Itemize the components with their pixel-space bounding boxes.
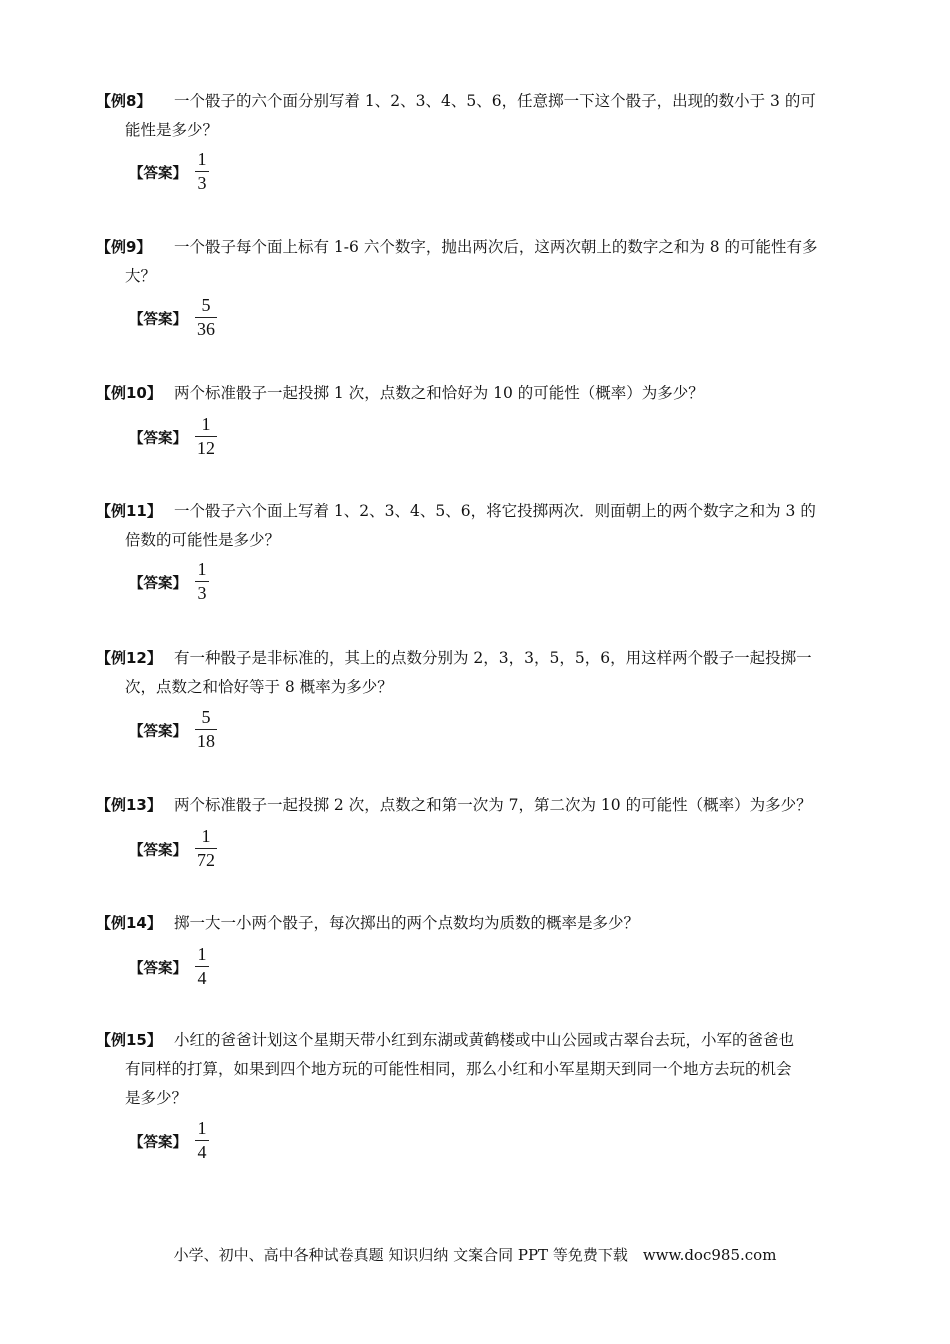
fraction-numerator: 1 bbox=[201, 826, 211, 846]
question-text-cont: 大？ bbox=[125, 267, 157, 285]
answer-fraction bbox=[195, 1118, 209, 1163]
problem-tag: 【例14】 bbox=[96, 914, 162, 932]
answer-fraction bbox=[195, 559, 209, 604]
problem-tag: 【例11】 bbox=[96, 502, 162, 520]
answer-fraction bbox=[195, 295, 217, 340]
answer-label: 【答案】 bbox=[129, 961, 187, 977]
fraction-denominator: 18 bbox=[197, 731, 215, 751]
answer bbox=[129, 826, 866, 878]
fraction-bar bbox=[195, 1140, 209, 1141]
problem-12 bbox=[96, 644, 866, 759]
answer bbox=[129, 295, 866, 347]
answer bbox=[129, 944, 866, 996]
question-text-cont: 次，点数之和恰好等于 8 概率为多少？ bbox=[125, 678, 393, 696]
answer bbox=[129, 707, 866, 759]
question-text: 掷一大一小两个骰子，每次掷出的两个点数均为质数的概率是多少？ bbox=[174, 914, 640, 932]
fraction-denominator: 4 bbox=[197, 968, 207, 988]
problem-tag: 【例8】 bbox=[96, 92, 152, 110]
fraction-bar bbox=[195, 966, 209, 967]
fraction-bar bbox=[195, 171, 209, 172]
fraction-numerator: 1 bbox=[197, 149, 207, 169]
answer bbox=[129, 414, 866, 466]
answer-label: 【答案】 bbox=[129, 843, 187, 859]
fraction-bar bbox=[195, 317, 217, 318]
problem-tag: 【例9】 bbox=[96, 238, 152, 256]
answer-fraction bbox=[195, 826, 217, 871]
fraction-denominator: 3 bbox=[197, 583, 207, 603]
problem-9 bbox=[96, 233, 866, 347]
answer-label: 【答案】 bbox=[129, 166, 187, 182]
fraction-bar bbox=[195, 848, 217, 849]
fraction-numerator: 1 bbox=[197, 944, 207, 964]
problem-11 bbox=[96, 497, 866, 611]
question-text-cont: 倍数的可能性是多少？ bbox=[125, 531, 281, 549]
fraction-numerator: 1 bbox=[197, 559, 207, 579]
answer-label: 【答案】 bbox=[129, 431, 187, 447]
problem-tag: 【例13】 bbox=[96, 796, 162, 814]
problem-14 bbox=[96, 909, 866, 996]
question-text-cont: 有同样的打算，如果到四个地方玩的可能性相同，那么小红和小军星期天到同一个地方去玩的机会 bbox=[125, 1060, 792, 1078]
answer-label: 【答案】 bbox=[129, 1135, 187, 1151]
answer-label: 【答案】 bbox=[129, 576, 187, 592]
page-footer: 小学、初中、高中各种试卷真题 知识归纳 文案合同 PPT 等免费下载 www.doc985.com bbox=[173, 1246, 777, 1264]
problem-tag: 【例12】 bbox=[96, 649, 162, 667]
fraction-numerator: 1 bbox=[201, 414, 211, 434]
question-text: 一个骰子六个面上写着 1、2、3、4、5、6，将它投掷两次．则面朝上的两个数字之和为 3 的 bbox=[174, 502, 816, 520]
fraction-bar bbox=[195, 729, 217, 730]
problem-tag: 【例10】 bbox=[96, 384, 162, 402]
answer-fraction bbox=[195, 149, 209, 194]
fraction-denominator: 12 bbox=[197, 438, 215, 458]
fraction-bar bbox=[195, 436, 217, 437]
question-text: 两个标准骰子一起投掷 2 次，点数之和第一次为 7，第二次为 10 的可能性（概率）为多少？ bbox=[174, 796, 812, 814]
answer bbox=[129, 149, 866, 201]
question-text: 一个骰子每个面上标有 1-6 六个数字，抛出两次后，这两次朝上的数字之和为 8 的可能性有多 bbox=[174, 238, 818, 256]
answer bbox=[129, 1118, 866, 1170]
fraction-bar bbox=[195, 581, 209, 582]
fraction-denominator: 4 bbox=[197, 1142, 207, 1162]
fraction-numerator: 5 bbox=[201, 707, 211, 727]
answer-fraction bbox=[195, 414, 217, 459]
fraction-numerator: 1 bbox=[197, 1118, 207, 1138]
problem-10 bbox=[96, 379, 866, 466]
question-text: 两个标准骰子一起投掷 1 次，点数之和恰好为 10 的可能性（概率）为多少？ bbox=[174, 384, 704, 402]
fraction-denominator: 3 bbox=[197, 173, 207, 193]
question-text-cont: 能性是多少？ bbox=[125, 121, 219, 139]
question-text: 一个骰子的六个面分别写着 1、2、3、4、5、6，任意掷一下这个骰子，出现的数小于 3 的可 bbox=[174, 92, 816, 110]
fraction-denominator: 36 bbox=[197, 319, 215, 339]
fraction-denominator: 72 bbox=[197, 850, 215, 870]
question-text: 小红的爸爸计划这个星期天带小红到东湖或黄鹤楼或中山公园或古翠台去玩，小军的爸爸也 bbox=[174, 1031, 795, 1049]
answer-label: 【答案】 bbox=[129, 312, 187, 328]
problem-13 bbox=[96, 791, 866, 878]
answer-fraction bbox=[195, 707, 217, 752]
problem-15 bbox=[96, 1026, 866, 1170]
problem-8 bbox=[96, 87, 866, 201]
answer-fraction bbox=[195, 944, 209, 989]
answer-label: 【答案】 bbox=[129, 724, 187, 740]
problem-tag: 【例15】 bbox=[96, 1031, 162, 1049]
question-text: 有一种骰子是非标准的，其上的点数分别为 2，3，3，5，5，6，用这样两个骰子一起投掷一 bbox=[174, 649, 812, 667]
answer bbox=[129, 559, 866, 611]
question-text-cont: 是多少？ bbox=[125, 1089, 188, 1107]
fraction-numerator: 5 bbox=[201, 295, 211, 315]
